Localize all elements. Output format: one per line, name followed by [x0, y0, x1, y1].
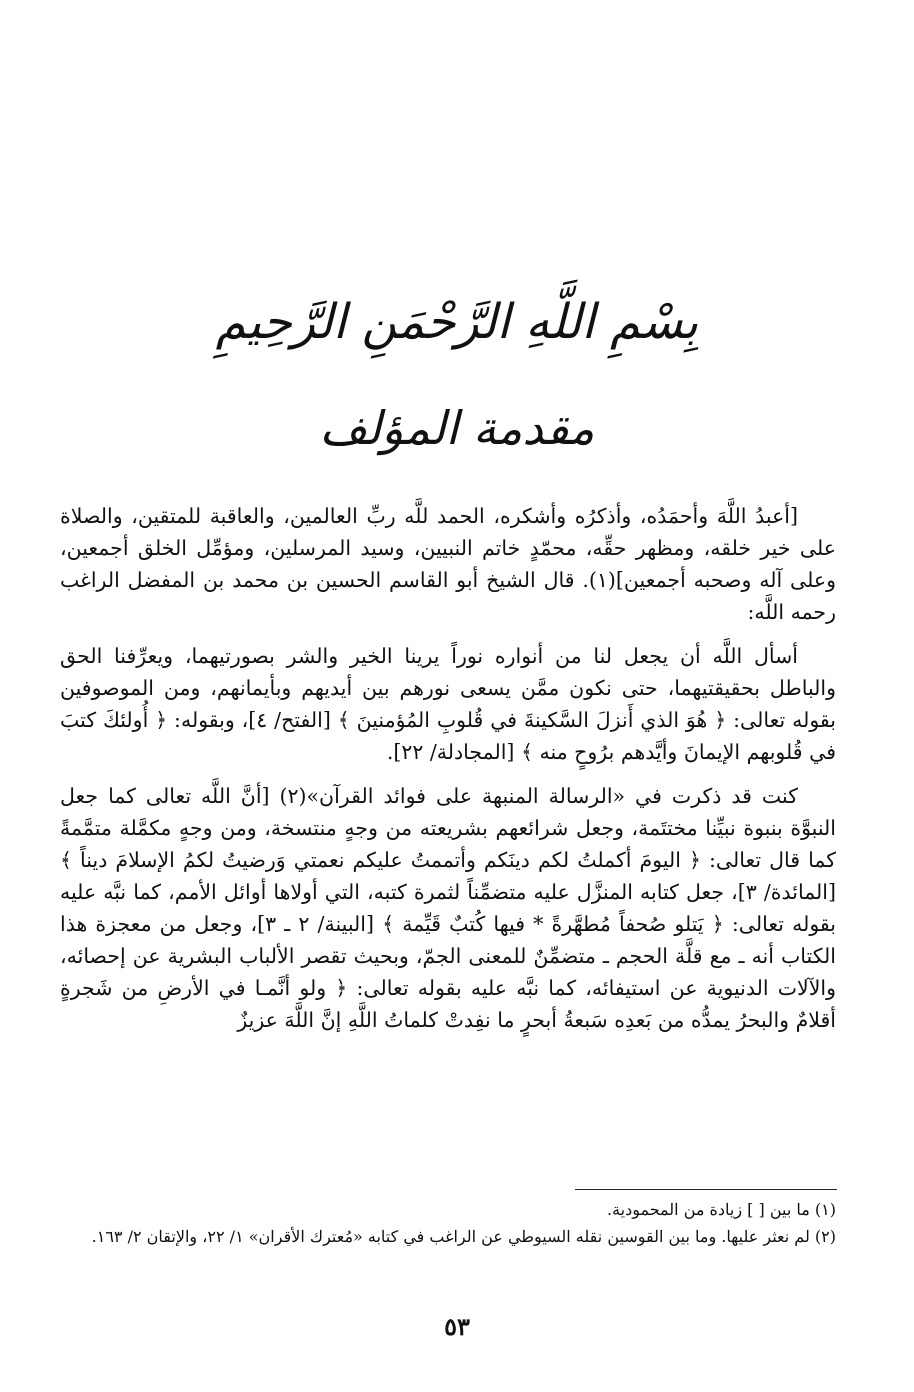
paragraph-1: [أعبدُ اللَّهَ وأحمَدُه، وأذكرُه وأشكره، الحمد للَّه ربِّ العالمين، والعاقبة للمتقين، والصلاة على خير خلقه، ومظهر حقِّه، محمّدٍ خاتم النبيين، وسيد المرسلين، ومؤمِّل الخلق أجمعين، وعلى آله وصحبه أجمعين](١). قال الشيخ أبو القاسم الحسين بن محمد بن المفضل الراغب رحمه اللَّه: — [60, 504, 836, 624]
paragraph-3: كنت قد ذكرت في «الرسالة المنبهة على فوائد القرآن»(٢) [أنَّ اللَّه تعالى كما جعل النبوَّة بنبوة نبيِّنا مختتَمة، وجعل شرائعهم بشريعته من وجهٍ منتسخة، ومن وجهٍ مكمَّلة متمَّمةً كما قال تعالى: ﴿ اليومَ أكملتُ لكم دينَكم وأتممتُ عليكم نعمتي وَرضيتُ لكمُ الإسلامَ ديناً ﴾ [المائدة/ ٣]، جعل كتابه المنزَّل عليه متضمِّناً لثمرة كتبه، التي أولاها أوائل الأمم، كما نبَّه عليه بقوله تعالى: ﴿ يَتلو صُحفاً مُطهَّرةً * فيها كُتبٌ قَيِّمة ﴾ [البينة/ ٢ ـ ٣]، وجعل من معجزة هذا الكتاب أنه ـ مع قلَّة الحجم ـ متضمِّنٌ للمعنى الجمّ، وبحيث تقصر الألباب البشرية عن إحصائه، والآلات الدنيوية عن استيفائه، كما نبَّه عليه بقوله تعالى: ﴿ ولو أنَّمـا في الأرضِ من شَجرةٍ أقلامٌ والبحرُ يمدُّه من بَعدِه سَبعةُ أبحرٍ ما نفِدتْ كلماتُ اللَّهِ إنَّ اللَّهَ عزيزٌ — [60, 784, 836, 1032]
footnote-divider — [575, 1189, 837, 1190]
footnotes — [60, 1196, 836, 1250]
footnote-1: (١) ما بين [ ] زيادة من المحمودية. — [606, 1200, 836, 1219]
basmala-heading — [0, 282, 914, 362]
chapter-title — [0, 398, 914, 458]
page-number: ٥٣ — [444, 1312, 470, 1341]
paragraph-2: أسأل اللَّه أن يجعل لنا من أنواره نوراً يرينا الخير والشر بصورتيهما، ويعرِّفنا الحق والباطل بحقيقتيهما، حتى نكون ممَّن يسعى نورهم بين أيديهم وبأيمانهم، ومن الموصوفين بقوله تعالى: ﴿ هُوَ الذي أَنزلَ السَّكينةَ في قُلوبِ المُؤمنينَ ﴾ [الفتح/ ٤]، وبقوله: ﴿ أُولئكَ كتبَ في قُلوبهم الإيمانَ وأيَّدهم برُوحٍ منه ﴾ [المجادلة/ ٢٢]. — [60, 644, 836, 764]
chapter-title-text: مقدمة المؤلف — [319, 401, 595, 455]
basmala-text: بِسْمِ اللَّهِ الرَّحْمَنِ الرَّحِيمِ — [215, 294, 699, 350]
footnote-2: (٢) لم نعثر عليها. وما بين القوسين نقله السيوطي عن الراغب في كتابه «مُعترك الأقران» ١/ ٢٢، والإتقان ٢/ ١٦٣. — [91, 1227, 836, 1246]
main-text — [60, 500, 836, 1048]
